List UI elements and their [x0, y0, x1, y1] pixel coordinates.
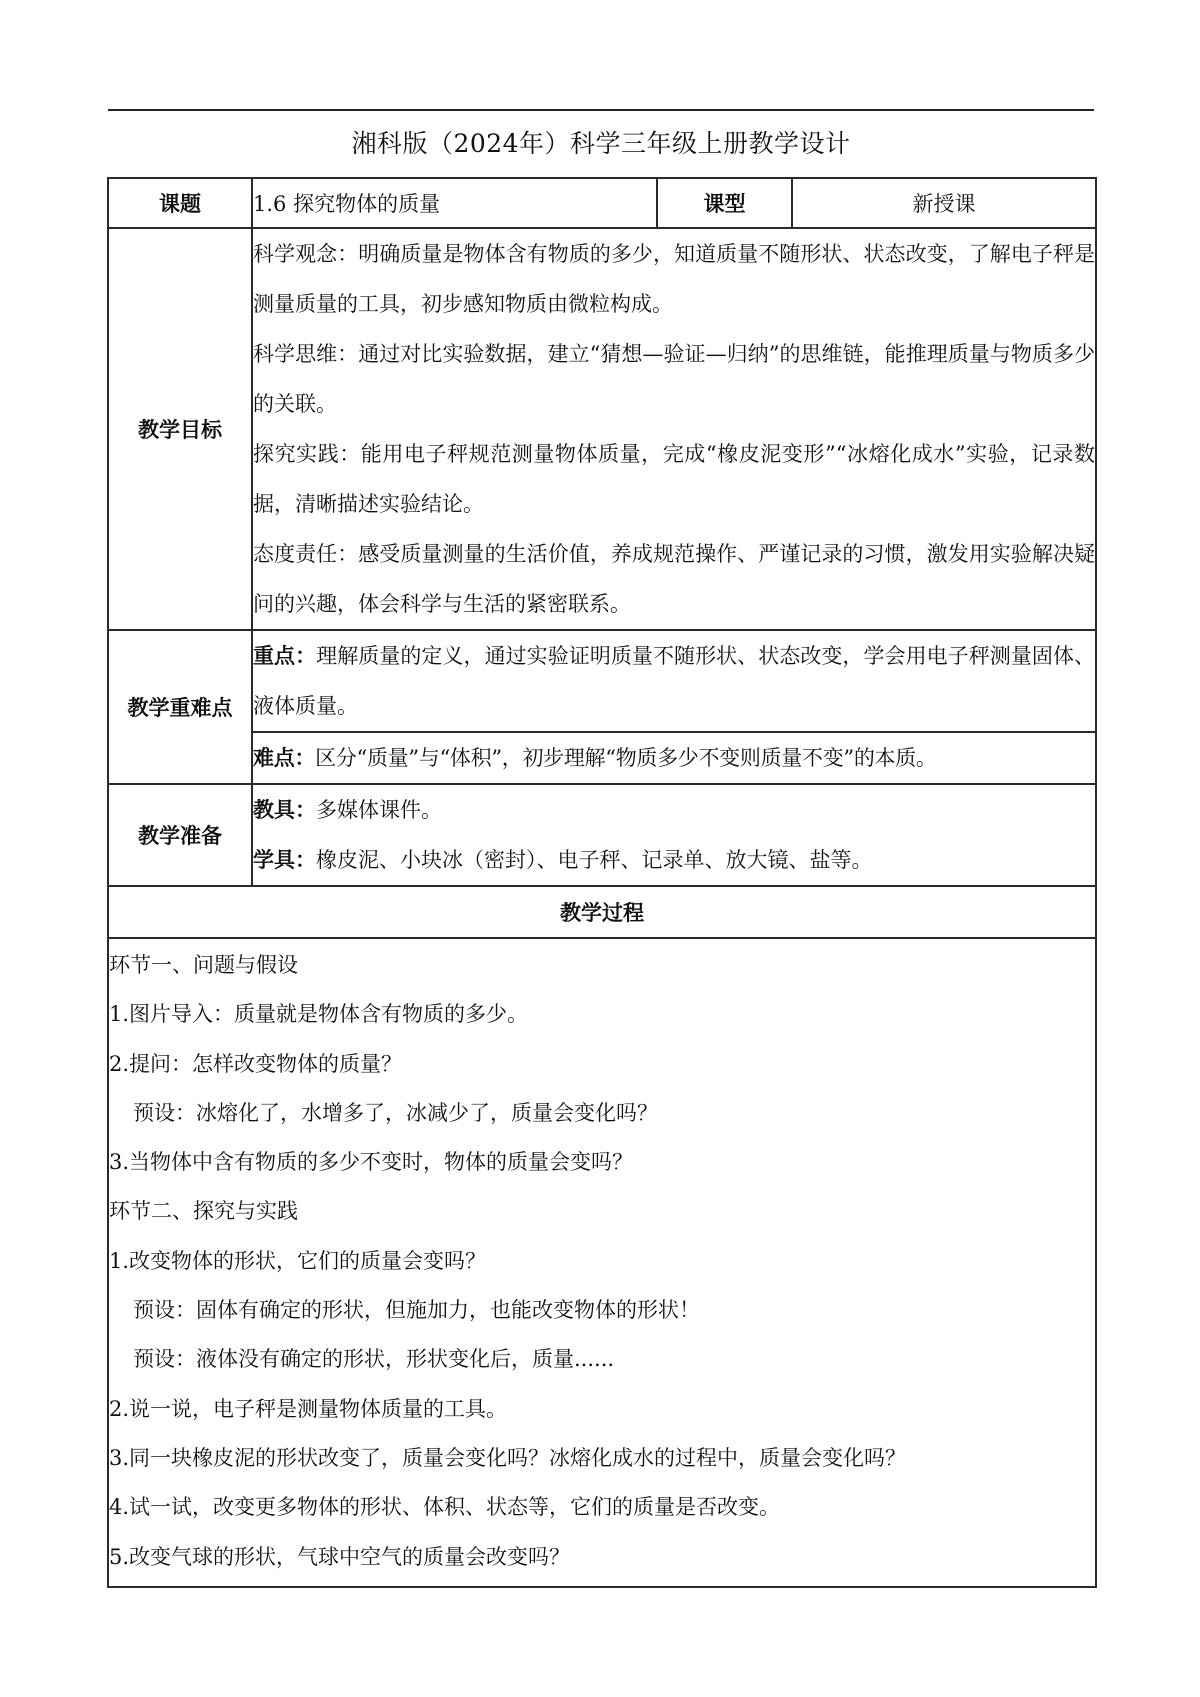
objective-inquiry-practice: 探究实践：能用电子秤规范测量物体质量，完成“橡皮泥变形”“冰熔化成水”实验，记录数据，清晰描述实验结论。 [253, 442, 1095, 516]
process-line: 2.提问：怎样改变物体的质量？ [109, 1051, 403, 1076]
preparation-row [108, 784, 1096, 886]
objective-science-thinking: 科学思维：通过对比实验数据，建立“猜想—验证—归纳”的思维链，能推理质量与物质多少的关联。 [253, 342, 1095, 416]
process-body-row [108, 938, 1096, 1587]
student-tools-label: 学具： [253, 848, 316, 872]
objective-science-concept: 科学观念：明确质量是物体含有物质的多少，知道质量不随形状、状态改变，了解电子秤是测量质量的工具，初步感知物质由微粒构成。 [253, 242, 1095, 316]
teacher-tools-text: 多媒体课件。 [316, 798, 442, 822]
top-rule [108, 109, 1094, 111]
focus-row [108, 630, 1096, 732]
difficulty-row [108, 732, 1096, 784]
document-title: 湘科版（2024年）科学三年级上册教学设计 [351, 129, 851, 158]
objectives-row [108, 228, 1096, 630]
objective-attitude-responsibility: 态度责任：感受质量测量的生活价值，养成规范操作、严谨记录的习惯，激发用实验解决疑问的兴趣，体会科学与生活的紧密联系。 [253, 542, 1095, 616]
objectives-content [252, 228, 1096, 630]
objectives-label: 教学目标 [108, 228, 252, 630]
process-line: 预设：冰熔化了，水增多了，冰减少了，质量会变化吗？ [133, 1100, 658, 1125]
process-line: 环节一、问题与假设 [109, 953, 298, 977]
topic-row [108, 178, 1096, 228]
focus-label: 重点： [253, 644, 317, 668]
process-line: 4.试一试，改变更多物体的形状、体积、状态等，它们的质量是否改变。 [109, 1495, 781, 1520]
topic-value: 1.6 探究物体的质量 [252, 178, 657, 228]
process-line: 预设：固体有确定的形状，但施加力，也能改变物体的形状！ [133, 1298, 700, 1323]
lesson-plan-table [107, 177, 1097, 1588]
teacher-tools-label: 教具： [253, 798, 316, 822]
topic-label: 课题 [108, 178, 252, 228]
key-points-label: 教学重难点 [108, 630, 252, 784]
process-line: 1.改变物体的形状，它们的质量会变吗？ [109, 1248, 487, 1273]
preparation-label: 教学准备 [108, 784, 252, 886]
process-line: 3.当物体中含有物质的多少不变时，物体的质量会变吗？ [109, 1150, 634, 1175]
process-content [108, 938, 1096, 1587]
process-line: 环节二、探究与实践 [109, 1199, 298, 1224]
process-line: 3.同一块橡皮泥的形状改变了，质量会变化吗？冰熔化成水的过程中，质量会变化吗？ [109, 1445, 907, 1470]
focus-content [252, 630, 1096, 732]
teacher-tools-line [253, 785, 1095, 835]
difficulty-text: 区分“质量”与“体积”，初步理解“物质多少不变则质量不变”的本质。 [315, 746, 937, 770]
focus-text: 理解质量的定义，通过实验证明质量不随形状、状态改变，学会用电子秤测量固体、液体质量。 [253, 644, 1095, 718]
difficulty-content [252, 732, 1096, 784]
process-line: 1.图片导入：质量就是物体含有物质的多少。 [109, 1002, 529, 1027]
process-line: 2.说一说，电子秤是测量物体质量的工具。 [109, 1396, 508, 1421]
process-line: 预设：液体没有确定的形状，形状变化后，质量...... [133, 1347, 615, 1372]
process-line: 5.改变气球的形状，气球中空气的质量会改变吗？ [109, 1544, 571, 1569]
process-heading-row [108, 886, 1096, 938]
preparation-content [252, 784, 1096, 886]
student-tools-text: 橡皮泥、小块冰（密封）、电子秤、记录单、放大镜、盐等。 [316, 848, 873, 872]
lesson-type-label: 课型 [657, 178, 792, 228]
process-heading: 教学过程 [108, 886, 1096, 938]
student-tools-line [253, 835, 1095, 885]
lesson-type-value: 新授课 [792, 178, 1096, 228]
difficulty-label: 难点： [253, 746, 316, 770]
